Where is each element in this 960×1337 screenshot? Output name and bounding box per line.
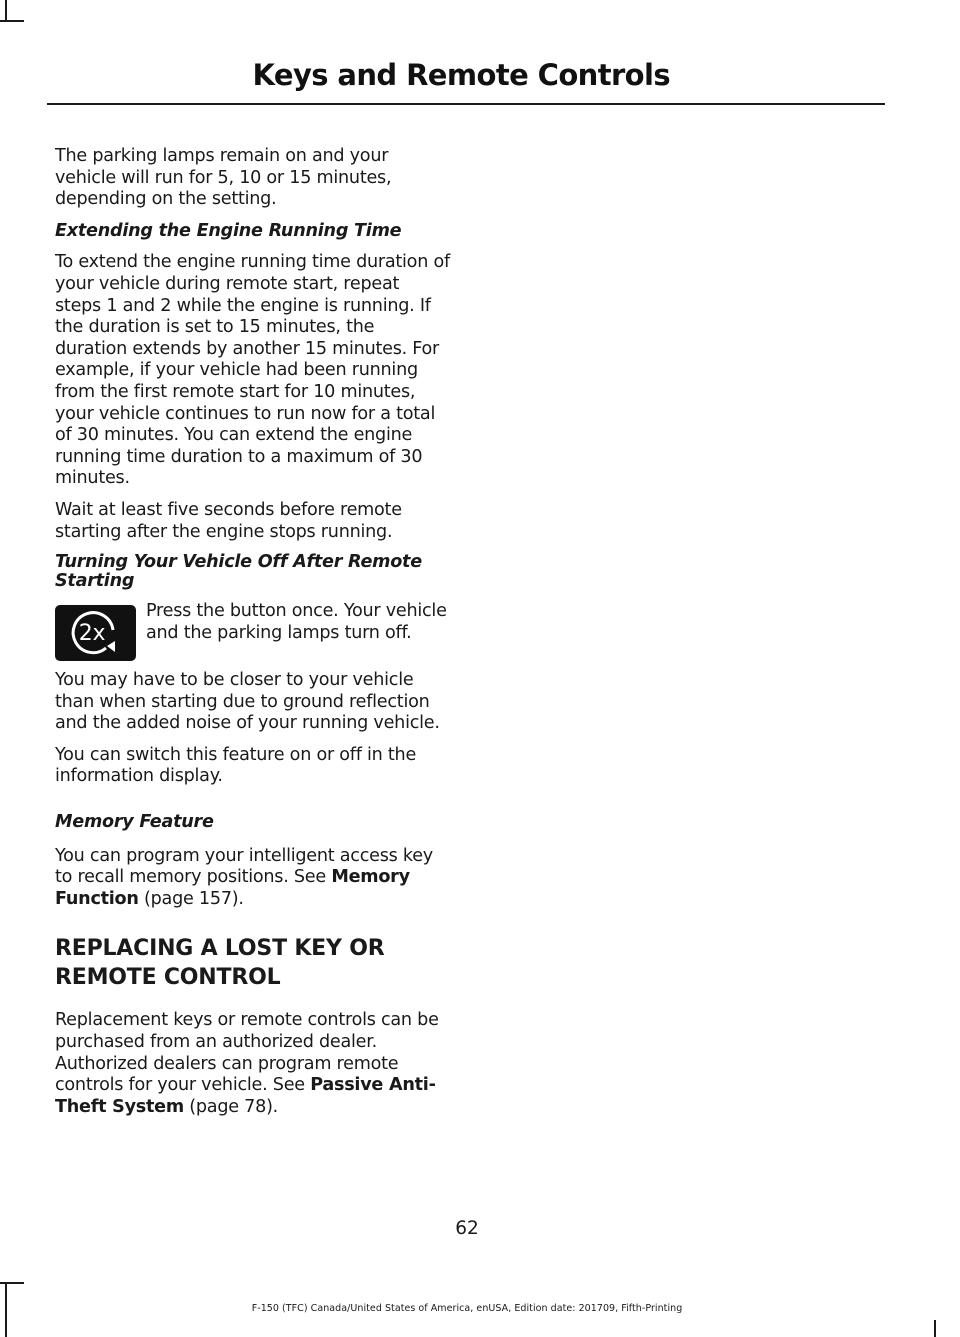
- crop-mark: [0, 20, 24, 22]
- paragraph: The parking lamps remain on and your vehicle will run for 5, 10 or 15 minutes, depending on the setting.: [55, 146, 392, 210]
- page-title: Keys and Remote Controls: [252, 58, 670, 92]
- circular-arrow-icon: [66, 610, 126, 656]
- header-divider: [47, 103, 885, 105]
- cross-reference-link[interactable]: Passive Anti-Theft System: [55, 1075, 436, 1117]
- section-heading: REPLACING A LOST KEY OR REMOTE CONTROL: [55, 936, 385, 991]
- paragraph: [55, 846, 450, 911]
- crop-mark: [934, 1320, 936, 1337]
- paragraph: You can switch this feature on or off in the information display.: [55, 744, 417, 787]
- text: You can program your intelligent access key to recall memory positions. See: [55, 845, 433, 888]
- text: Replacement keys or remote controls can be purchased from an authorized dealer. Authorized dealers can program remote controls for your vehicle. See: [55, 1010, 439, 1096]
- icon-label: 2x: [78, 621, 105, 647]
- icon-instruction: [55, 601, 450, 661]
- subheading-memory: Memory Feature: [55, 812, 214, 833]
- icon-description: Press the button once. Your vehicle and the parking lamps turn off.: [146, 601, 447, 643]
- subheading-turn-off: Turning Your Vehicle Off After Remote Starting: [55, 552, 422, 592]
- crop-mark: [0, 1282, 24, 1284]
- cross-reference-link[interactable]: Memory Function: [55, 867, 410, 909]
- crop-mark: [5, 0, 7, 22]
- page-reference: (page 78).: [183, 1096, 279, 1117]
- paragraph: [55, 1010, 450, 1118]
- page-reference: (page 157).: [138, 888, 244, 909]
- paragraph: To extend the engine running time duration of your vehicle during remote start, repeat steps 1 and 2 while the engine is running. If the duration is set to 15 minutes, the duration extends by another 15 minutes. For example, if your vehicle had been running from the first remote start for 10 minutes, your vehicle continues to run now for a total of 30 minutes. You can extend the engine running time duration to a maximum of 30 minutes.: [55, 252, 450, 489]
- main-column: [55, 146, 450, 1128]
- paragraph: Wait at least five seconds before remote starting after the engine stops running.: [55, 499, 402, 542]
- page-number: 62: [455, 1218, 479, 1239]
- paragraph: You may have to be closer to your vehicle than when starting due to ground reflection and the added noise of your running vehicle.: [55, 670, 440, 734]
- footer-edition: F-150 (TFC) Canada/United States of America, enUSA, Edition date: 201709, Fifth-Printing: [251, 1303, 683, 1314]
- remote-start-2x-icon: [55, 605, 136, 661]
- subheading-extend: Extending the Engine Running Time: [55, 220, 402, 241]
